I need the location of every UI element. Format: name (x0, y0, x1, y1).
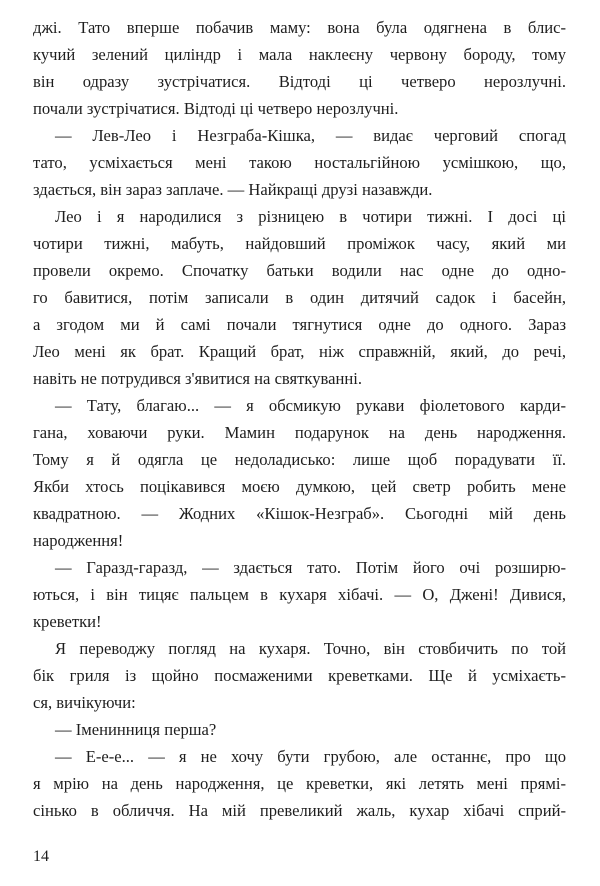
text-line: — Е-е-е... — я не хочу бути грубою, але останнє, про що (55, 747, 566, 766)
text-line: бік гриля із щойно посмаженими креветками. Ще й усміхаєть- (33, 666, 566, 685)
text-line: джі. Тато вперше побачив маму: вона була одягнена в блис- (33, 18, 566, 37)
text-line: тато, усміхається мені такою ностальгійною усмішкою, що, (33, 153, 566, 172)
text-line: народження! (33, 531, 124, 550)
text-line: я мрію на день народження, це креветки, які летять мені прямі- (33, 774, 566, 793)
text-line: Якби хтось поцікавився моєю думкою, цей светр робить мене (33, 477, 566, 496)
text-line: — Гаразд-гаразд, — здається тато. Потім його очі розширю- (55, 558, 566, 577)
text-line: провели окремо. Спочатку батьки водили нас одне до одно- (33, 261, 566, 280)
text-line: навіть не потрудився з'явитися на святкуванні. (33, 369, 363, 388)
text-line: а згодом ми й самі почали тягнутися одне до одного. Зараз (33, 315, 566, 334)
text-line: гана, ховаючи руки. Мамин подарунок на день народження. (33, 423, 566, 442)
text-line: почали зустрічатися. Відтоді ці четверо нерозлучні. (33, 99, 399, 118)
text-line: Лео і я народилися з різницею в чотири тижні. І досі ці (55, 207, 566, 226)
text-line: — Тату, благаю... — я обсмикую рукави фіолетового карди- (55, 396, 566, 415)
text-line: Лео мені як брат. Кращий брат, ніж справжній, який, до речі, (33, 342, 566, 361)
text-line: Тому я й одягла це недоладисько: лише щоб порадувати її. (33, 450, 566, 469)
text-line: він одразу зустрічатися. Відтоді ці четверо нерозлучні. (33, 72, 566, 91)
text-line: ся, вичікуючи: (33, 693, 136, 712)
text-line: креветки! (33, 612, 102, 631)
text-line: кучий зелений циліндр і мала наклеєну червону бороду, тому (33, 45, 566, 64)
page-number: 14 (33, 848, 49, 865)
text-line: — Іменинниця перша? (55, 720, 217, 739)
text-line: квадратною. — Жодних «Кішок-Незграб». Сьогодні мій день (33, 504, 566, 523)
text-line: здається, він зараз заплаче. — Найкращі друзі назавжди. (33, 180, 433, 199)
text-line: Я переводжу погляд на кухаря. Точно, він стовбичить по той (55, 639, 566, 658)
text-line: — Лев-Лео і Незграба-Кішка, — видає черговий спогад (55, 126, 566, 145)
text-line: ються, і він тицяє пальцем в кухаря хібачі. — О, Джені! Дивися, (33, 585, 566, 604)
text-line: чотири тижні, мабуть, найдовший проміжок часу, який ми (33, 234, 566, 253)
text-line: сінько в обличчя. На мій превеликий жаль, кухар хібачі сприй- (33, 801, 566, 820)
text-line: го бавитися, потім записали в один дитячий садок і басейн, (33, 288, 566, 307)
